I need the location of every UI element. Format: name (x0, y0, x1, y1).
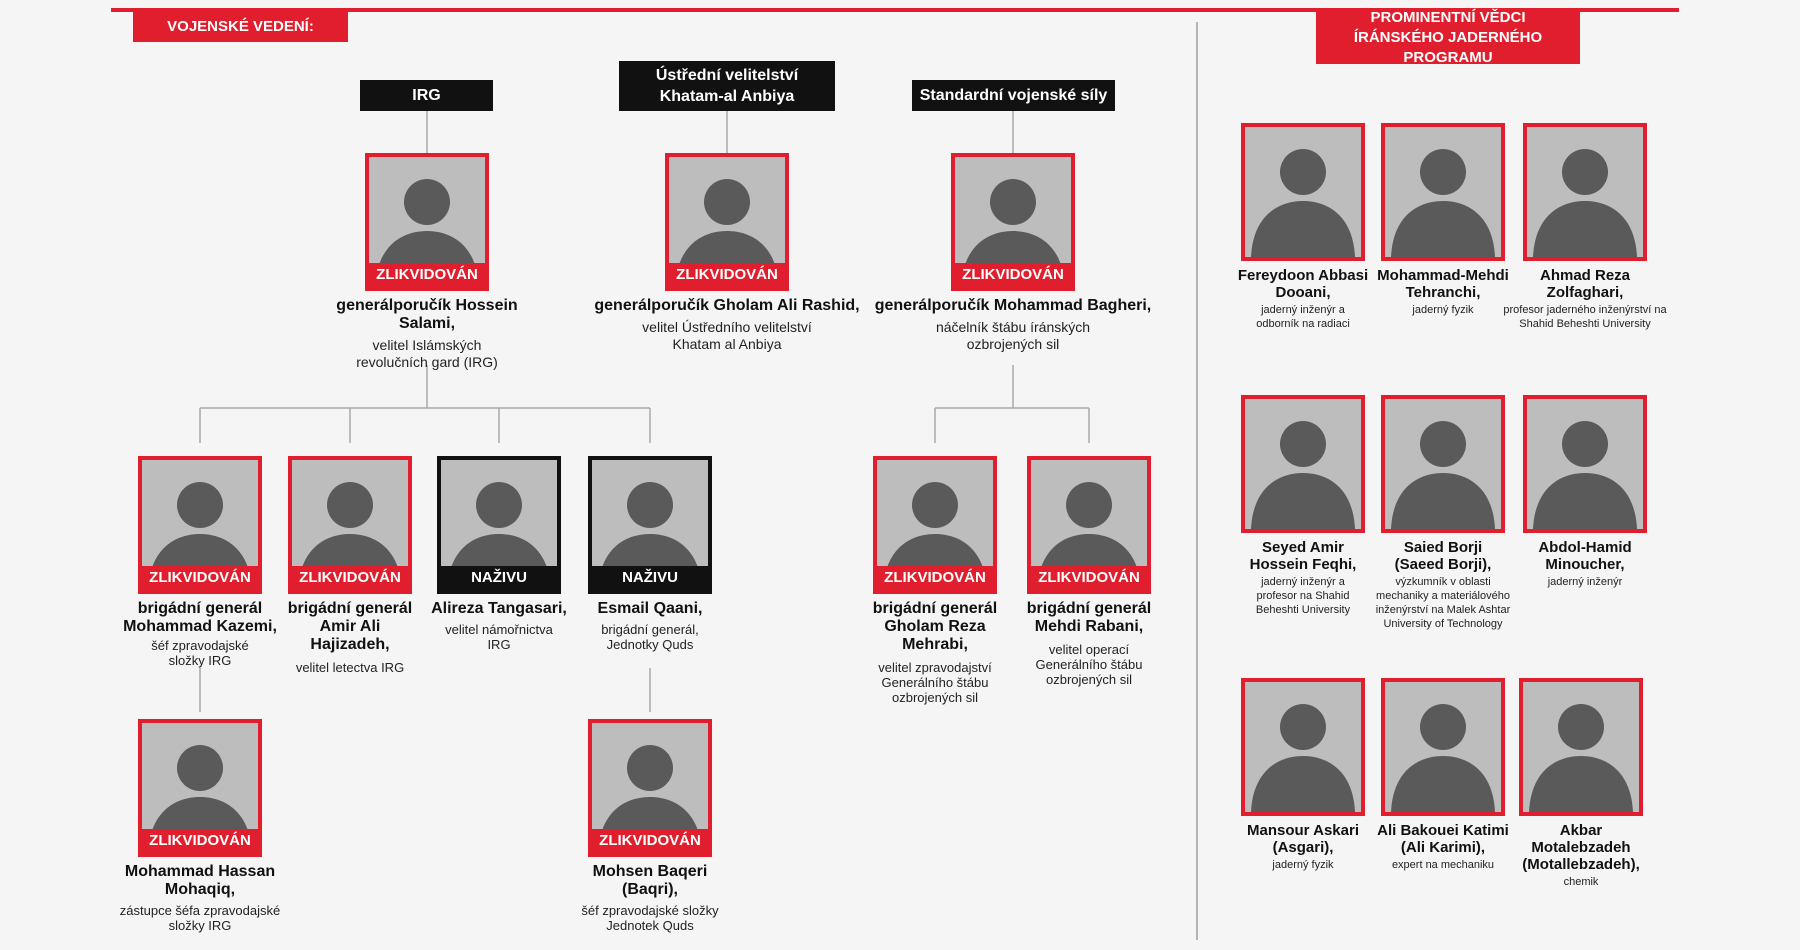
photo (1241, 395, 1365, 533)
scientist-role: profesor jaderného inženýrství na Shahid Beheshti University (1503, 304, 1667, 330)
person-silhouette-icon (1527, 127, 1643, 257)
status-badge: ZLIKVIDOVÁN (877, 566, 993, 590)
photo (1523, 123, 1647, 261)
person-tangasari (424, 456, 574, 652)
person-role: velitel Ústředního velitelství Khatam al Anbiya (642, 319, 812, 352)
photo (951, 153, 1075, 291)
person-name: Alireza Tangasari, (431, 600, 567, 617)
scientist-name: Mohammad-Mehdi Tehranchi, (1377, 267, 1509, 301)
person-mohaqiq (115, 719, 285, 933)
scientist-dooani (1228, 123, 1378, 331)
person-baqeri (565, 719, 735, 933)
scientist-name: Akbar Motalebzadeh (Motallebzadeh), (1522, 822, 1640, 873)
photo (138, 719, 262, 857)
photo (288, 456, 412, 594)
photo (1241, 678, 1365, 816)
photo (1381, 678, 1505, 816)
scientist-role: jaderný fyzik (1412, 304, 1474, 316)
person-hajizadeh (280, 456, 420, 675)
person-silhouette-icon (1245, 399, 1361, 529)
scientist-role: jaderný fyzik (1272, 859, 1334, 871)
branch-army: Standardní vojenské síly (912, 80, 1115, 111)
person-name: brigádní generál Amir Ali Hajizadeh, (287, 600, 413, 653)
person-silhouette-icon (1527, 399, 1643, 529)
person-name: generálporučík Hossein Salami, (336, 297, 518, 332)
person-name: generálporučík Gholam Ali Rashid, (594, 297, 860, 314)
person-rashid (594, 153, 860, 353)
scientist-name: Ali Bakouei Katimi (Ali Karimi), (1377, 822, 1509, 856)
person-role: brigádní generál, Jednotky Quds (601, 622, 699, 652)
person-name: brigádní generál Gholam Reza Mehrabi, (872, 600, 998, 653)
scientist-katimi (1368, 678, 1518, 872)
person-role: zástupce šéfa zpravodajské složky IRG (119, 903, 281, 933)
person-silhouette-icon (1385, 682, 1501, 812)
status-badge: ZLIKVIDOVÁN (1031, 566, 1147, 590)
status-badge: ZLIKVIDOVÁN (592, 829, 708, 853)
person-name: Mohsen Baqeri (Baqri), (592, 863, 708, 898)
photo (665, 153, 789, 291)
photo (588, 719, 712, 857)
scientist-name: Mansour Askari (Asgari), (1247, 822, 1359, 856)
person-rabani (1014, 456, 1164, 687)
scientist-role: jaderný inženýr (1547, 576, 1623, 588)
scientist-askari (1228, 678, 1378, 872)
person-silhouette-icon (1385, 127, 1501, 257)
photo (437, 456, 561, 594)
photo (365, 153, 489, 291)
status-badge: ZLIKVIDOVÁN (955, 263, 1071, 287)
scientist-name: Seyed Amir Hossein Feqhi, (1249, 539, 1357, 573)
photo (873, 456, 997, 594)
status-badge: NAŽIVU (441, 566, 557, 590)
status-badge: ZLIKVIDOVÁN (142, 829, 258, 853)
person-name: brigádní generál Mehdi Rabani, (1026, 600, 1152, 635)
photo (138, 456, 262, 594)
person-role: velitel operací Generálního štábu ozbrojených sil (1035, 642, 1143, 687)
scientist-motallebzadeh (1506, 678, 1656, 889)
scientist-zolfaghari (1495, 123, 1675, 331)
scientist-name: Ahmad Reza Zolfaghari, (1539, 267, 1631, 301)
branch-khatam: Ústřední velitelství Khatam-al Anbiya (619, 61, 835, 111)
person-mehrabi (845, 456, 1025, 705)
person-salami (307, 153, 547, 371)
person-name: Esmail Qaani, (597, 600, 703, 617)
scientist-role: výzkumník v oblasti mechaniky a materiálového inženýrství na Malek Ashtar University of Technology (1375, 576, 1511, 630)
person-silhouette-icon (1245, 682, 1361, 812)
scientist-name: Abdol-Hamid Minoucher, (1538, 539, 1632, 573)
status-badge: NAŽIVU (592, 566, 708, 590)
status-badge: ZLIKVIDOVÁN (142, 566, 258, 590)
person-role: náčelník štábu íránských ozbrojených sil (935, 319, 1091, 352)
scientist-role: jaderný inženýr a profesor na Shahid Beheshti University (1255, 576, 1351, 616)
scientist-role: chemik (1563, 876, 1599, 888)
status-badge: ZLIKVIDOVÁN (669, 263, 785, 287)
branch-irg: IRG (360, 80, 493, 111)
person-kazemi (120, 456, 280, 668)
person-silhouette-icon (1245, 127, 1361, 257)
person-name: brigádní generál Mohammad Kazemi, (123, 600, 277, 635)
person-role: velitel námořnictva IRG (445, 622, 553, 652)
status-badge: ZLIKVIDOVÁN (292, 566, 408, 590)
person-silhouette-icon (1523, 682, 1639, 812)
photo (1519, 678, 1643, 816)
photo (1027, 456, 1151, 594)
person-role: velitel zpravodajství Generálního štábu ozbrojených sil (878, 660, 992, 705)
scientist-name: Saied Borji (Saeed Borji), (1394, 539, 1492, 573)
person-role: velitel letectva IRG (295, 660, 405, 675)
scientist-role: jaderný inženýr a odborník na radiaci (1256, 304, 1350, 330)
scientist-role: expert na mechaniku (1391, 859, 1495, 871)
person-role: šéf zpravodajské složky Jednotek Quds (581, 903, 719, 933)
scientist-borji (1368, 395, 1518, 631)
scientists-section-header: PROMINENTNÍ VĚDCI ÍRÁNSKÉHO JADERNÉHO PROGRAMU (1316, 11, 1580, 64)
person-bagheri (874, 153, 1152, 353)
status-badge: ZLIKVIDOVÁN (369, 263, 485, 287)
photo (1381, 123, 1505, 261)
person-role: šéf zpravodajské složky IRG (151, 638, 249, 668)
photo (588, 456, 712, 594)
person-qaani (575, 456, 725, 652)
photo (1523, 395, 1647, 533)
person-name: generálporučík Mohammad Bagheri, (874, 297, 1152, 314)
scientist-minoucher (1510, 395, 1660, 589)
person-silhouette-icon (1385, 399, 1501, 529)
scientist-feqhi (1228, 395, 1378, 617)
person-role: velitel Islámských revolučních gard (IRG) (356, 337, 498, 370)
military-section-header: VOJENSKÉ VEDENÍ: (133, 11, 348, 42)
person-name: Mohammad Hassan Mohaqiq, (124, 863, 276, 898)
photo (1241, 123, 1365, 261)
photo (1381, 395, 1505, 533)
scientist-name: Fereydoon Abbasi Dooani, (1237, 267, 1369, 301)
